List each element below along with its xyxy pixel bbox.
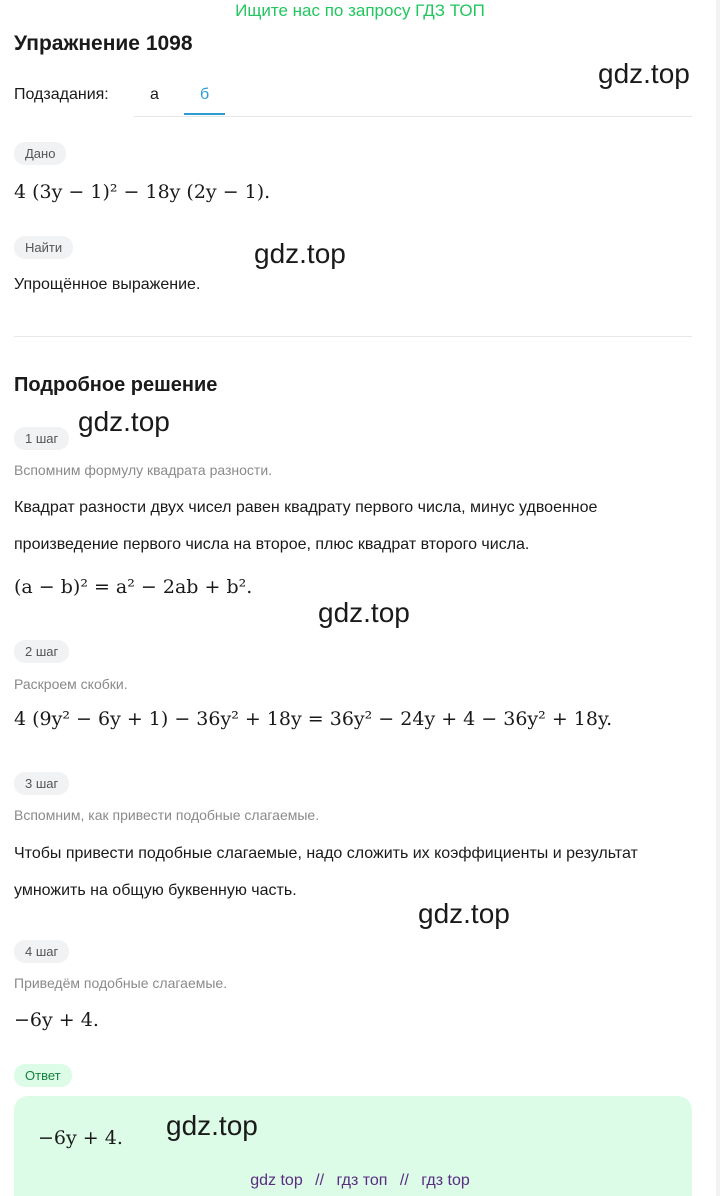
subtasks-label: Подзадания: [14,86,109,103]
step-1-hint: Вспомним формулу квадрата разности. [14,462,273,478]
active-tab-indicator [184,113,225,115]
solution-title: Подробное решение [14,374,218,396]
section-divider [14,336,692,337]
given-expression: 4 (3y − 1)² − 18y (2y − 1). [14,181,271,203]
watermark: gdz.top [78,406,170,437]
step-2-badge: 2 шаг [14,640,69,663]
tab-subtask-a[interactable]: а [150,86,159,103]
answer-value: −6y + 4. [38,1127,123,1149]
step-3-hint: Вспомним, как привести подобные слагаемые. [14,807,320,823]
answer-badge: Ответ [14,1064,72,1087]
step-2-hint: Раскроем скобки. [14,676,128,692]
watermark: gdz.top [318,597,410,628]
footer-separator: // [315,1172,325,1189]
tab-subtask-b[interactable]: б [200,86,210,103]
footer-link[interactable]: гдз top [421,1172,470,1189]
footer-link[interactable]: gdz top [250,1172,303,1189]
step-4-hint: Приведём подобные слагаемые. [14,975,228,991]
watermark: gdz.top [598,58,690,89]
step-1-formula: (a − b)² = a² − 2ab + b². [14,576,253,598]
scrollbar-track[interactable] [716,0,720,1196]
watermark: gdz.top [166,1110,258,1141]
footer-links [0,1170,720,1192]
step-1-text: Квадрат разности двух чисел равен квадрату первого числа, минус удвоенное произведение первого числа на второе, плюс квадрат второго числа. [14,499,598,553]
watermark: gdz.top [418,898,510,929]
given-badge: Дано [14,142,66,165]
step-4-formula: −6y + 4. [14,1009,99,1031]
promo-banner: Ищите нас по запросу ГДЗ ТОП [235,1,485,20]
find-text: Упрощённое выражение. [14,276,201,293]
page-title: Упражнение 1098 [14,32,193,55]
step-3-text: Чтобы привести подобные слагаемые, надо сложить их коэффициенты и результат умножить на общую буквенную часть. [14,845,638,899]
step-2-formula: 4 (9y² − 6y + 1) − 36y² + 18y = 36y² − 24y + 4 − 36y² + 18y. [14,708,613,730]
find-badge: Найти [14,236,73,259]
footer-link[interactable]: гдз топ [336,1172,388,1189]
footer-separator: // [399,1172,409,1189]
tabs-divider [134,116,692,117]
step-4-badge: 4 шаг [14,940,69,963]
step-1-badge: 1 шаг [14,427,69,450]
step-3-badge: 3 шаг [14,772,69,795]
watermark: gdz.top [254,238,346,269]
